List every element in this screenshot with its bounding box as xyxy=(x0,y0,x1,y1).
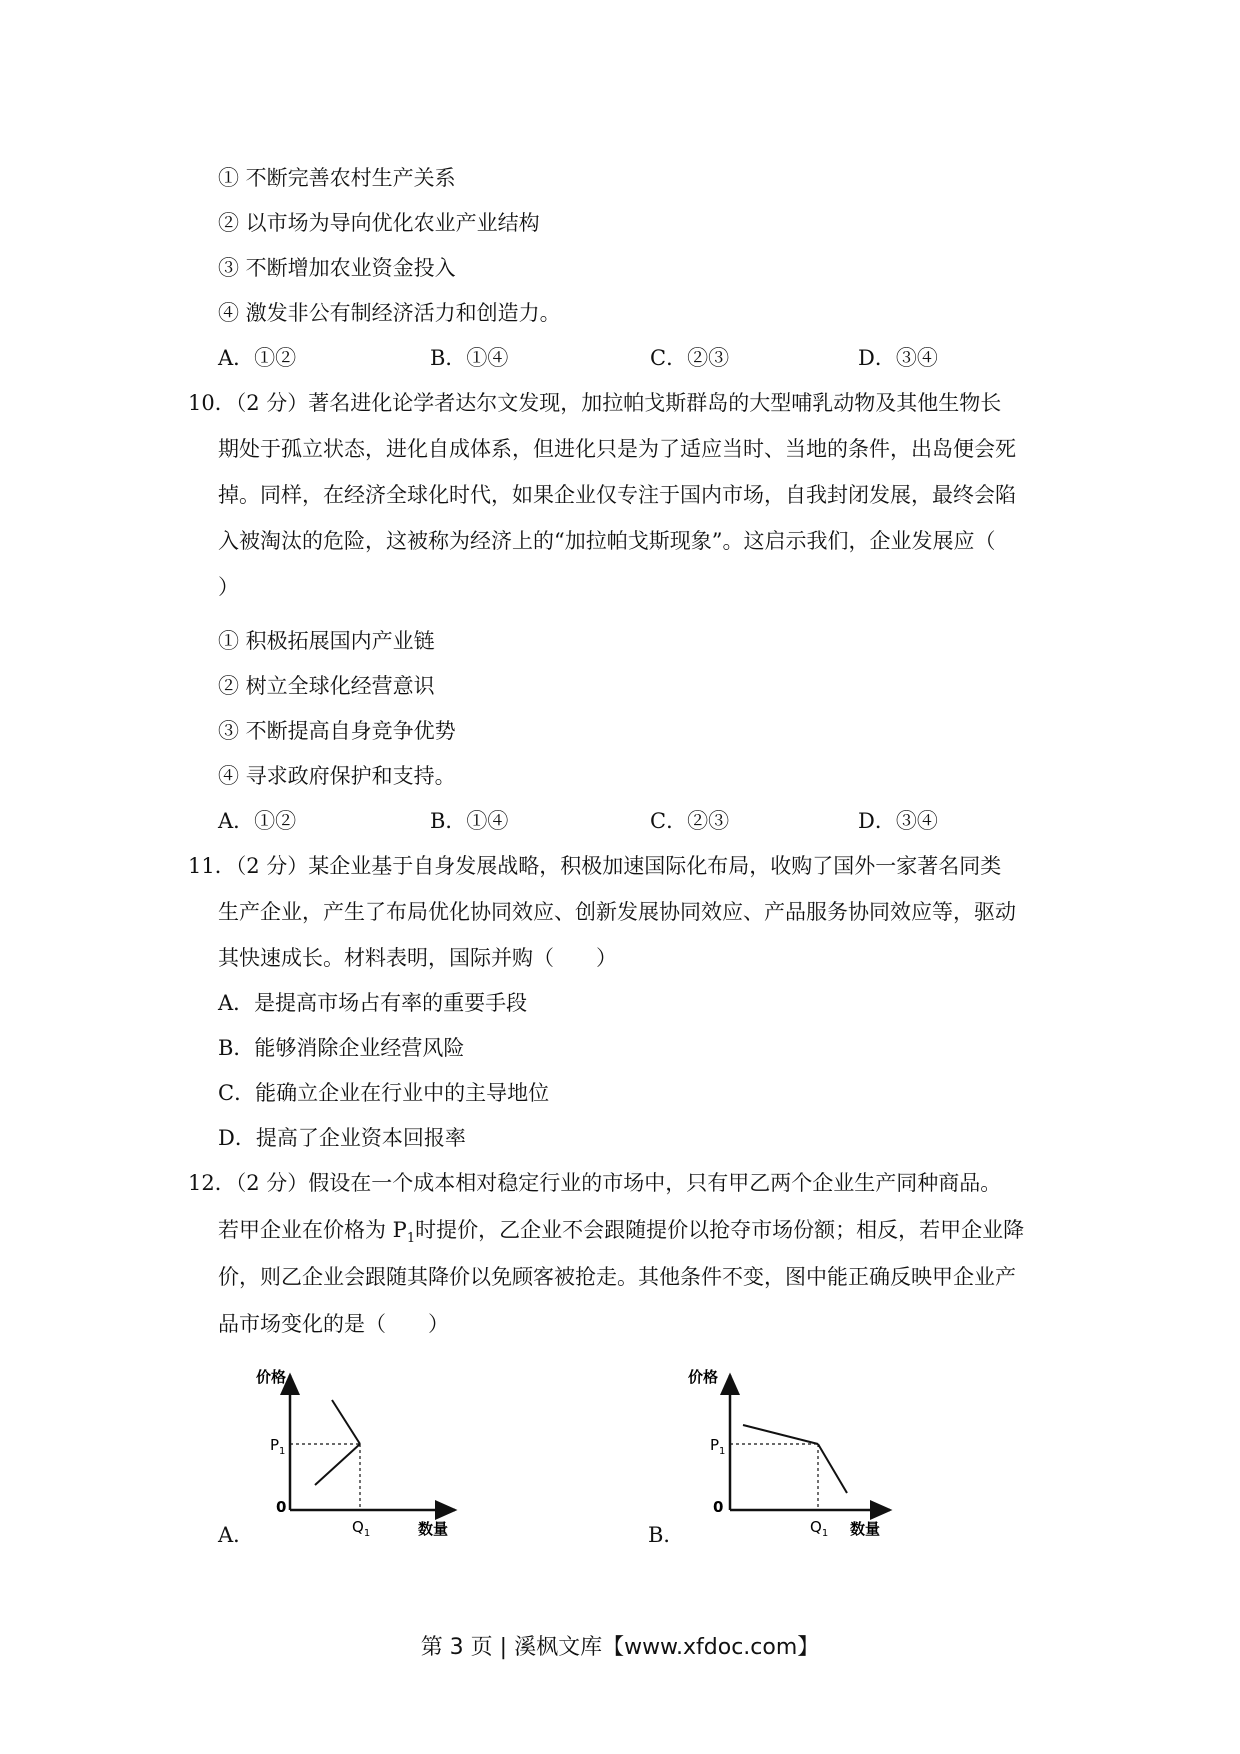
x-axis-label: 数量 xyxy=(850,1520,881,1538)
q10-options xyxy=(0,806,1240,836)
q12-graph-a[interactable] xyxy=(250,1360,470,1540)
p1-letter: P xyxy=(710,1436,720,1454)
q9-option-a[interactable]: A．①② xyxy=(218,346,297,370)
q12-graph-b[interactable] xyxy=(680,1360,900,1540)
q10-stem-line-1: 10．（2 分）著名进化论学者达尔文发现，加拉帕戈斯群岛的大型哺乳动物及其他生物长 xyxy=(188,391,1002,415)
q10-option-c[interactable]: C．②③ xyxy=(650,809,730,833)
q11-option-b[interactable]: B．能够消除企业经营风险 xyxy=(218,1036,465,1060)
q9-option-c[interactable]: C．②③ xyxy=(650,346,730,370)
q1-label xyxy=(352,1518,370,1539)
q9-options xyxy=(0,343,1240,373)
q9-item-4: ④ 激发非公有制经济活力和创造力。 xyxy=(218,301,561,325)
p1-sub: 1 xyxy=(719,1446,726,1457)
q9-option-d[interactable]: D．③④ xyxy=(858,346,938,370)
q10-option-b[interactable]: B．①④ xyxy=(430,809,509,833)
q12-option-a-label[interactable]: A． xyxy=(218,1523,255,1547)
p1-label xyxy=(270,1436,285,1457)
q9-item-3: ③ 不断增加农业资金投入 xyxy=(218,256,456,280)
p1-label xyxy=(710,1436,725,1457)
q12-stem-line-1: 12．（2 分）假设在一个成本相对稳定行业的市场中，只有甲乙两个企业生产同种商品。 xyxy=(188,1171,1002,1195)
q11-stem-line-2: 生产企业，产生了布局优化协同效应、创新发展协同效应、产品服务协同效应等，驱动 xyxy=(218,900,1016,924)
q10-item-2: ② 树立全球化经营意识 xyxy=(218,674,435,698)
q1-sub: 1 xyxy=(363,1528,371,1539)
x-axis-label: 数量 xyxy=(418,1520,449,1538)
origin-label: 0 xyxy=(276,1498,287,1516)
q1-letter: Q xyxy=(352,1518,364,1536)
q9-item-2: ② 以市场为导向优化农业产业结构 xyxy=(218,211,540,235)
q10-option-d[interactable]: D．③④ xyxy=(858,809,938,833)
curve-upper-segment xyxy=(743,1425,818,1444)
q10-stem-line-3: 掉。同样，在经济全球化时代，如果企业仅专注于国内市场，自我封闭发展，最终会陷 xyxy=(218,483,1016,507)
origin-label: 0 xyxy=(713,1498,724,1516)
curve-lower-segment xyxy=(818,1444,847,1493)
q11-stem-line-1: 11．（2 分）某企业基于自身发展战略，积极加速国际化布局，收购了国外一家著名同类 xyxy=(188,854,1002,878)
q12-stem-line-2-pre: 若甲企业在价格为 P xyxy=(218,1218,407,1242)
q12-stem-line-4: 品市场变化的是（ ） xyxy=(218,1312,449,1336)
q10-item-1: ① 积极拓展国内产业链 xyxy=(218,629,435,653)
q10-stem-line-4: 入被淘汰的危险，这被称为经济上的“加拉帕戈斯现象”。这启示我们，企业发展应（ xyxy=(218,529,996,553)
q9-option-b[interactable]: B．①④ xyxy=(430,346,509,370)
curve-upper-segment xyxy=(332,1400,360,1444)
p1-sub: 1 xyxy=(279,1446,286,1457)
q11-stem-line-3: 其快速成长。材料表明，国际并购（ ） xyxy=(218,946,617,970)
q9-item-1: ① 不断完善农村生产关系 xyxy=(218,166,456,190)
curve-lower-segment xyxy=(315,1444,360,1485)
y-axis-label: 价格 xyxy=(688,1368,719,1386)
q11-option-a[interactable]: A．是提高市场占有率的重要手段 xyxy=(218,991,528,1015)
q1-letter: Q xyxy=(810,1518,822,1536)
p1-letter: P xyxy=(270,1436,280,1454)
q10-option-a[interactable]: A．①② xyxy=(218,809,297,833)
y-axis-label: 价格 xyxy=(256,1368,287,1386)
q11-option-d[interactable]: D．提高了企业资本回报率 xyxy=(218,1126,466,1150)
q10-stem-line-5: ） xyxy=(218,575,239,599)
q12-stem-line-3: 价，则乙企业会跟随其降价以免顾客被抢走。其他条件不变，图中能正确反映甲企业产 xyxy=(218,1265,1016,1289)
q10-item-4: ④ 寻求政府保护和支持。 xyxy=(218,764,456,788)
q10-stem-line-2: 期处于孤立状态，进化自成体系，但进化只是为了适应当时、当地的条件，出岛便会死 xyxy=(218,437,1016,461)
q12-stem-line-2-post: 时提价，乙企业不会跟随提价以抢夺市场份额；相反，若甲企业降 xyxy=(415,1218,1025,1242)
q12-stem-line-2-sub: 1 xyxy=(406,1231,416,1247)
q12-option-b-label[interactable]: B． xyxy=(648,1523,685,1547)
q12-stem-line-2 xyxy=(218,1215,1024,1254)
q11-option-c[interactable]: C．能确立企业在行业中的主导地位 xyxy=(218,1081,550,1105)
page-footer: 第 3 页 | 溪枫文库【www.xfdoc.com】 xyxy=(420,1635,820,1660)
q1-label xyxy=(810,1518,828,1539)
q10-item-3: ③ 不断提高自身竞争优势 xyxy=(218,719,456,743)
q1-sub: 1 xyxy=(821,1528,829,1539)
